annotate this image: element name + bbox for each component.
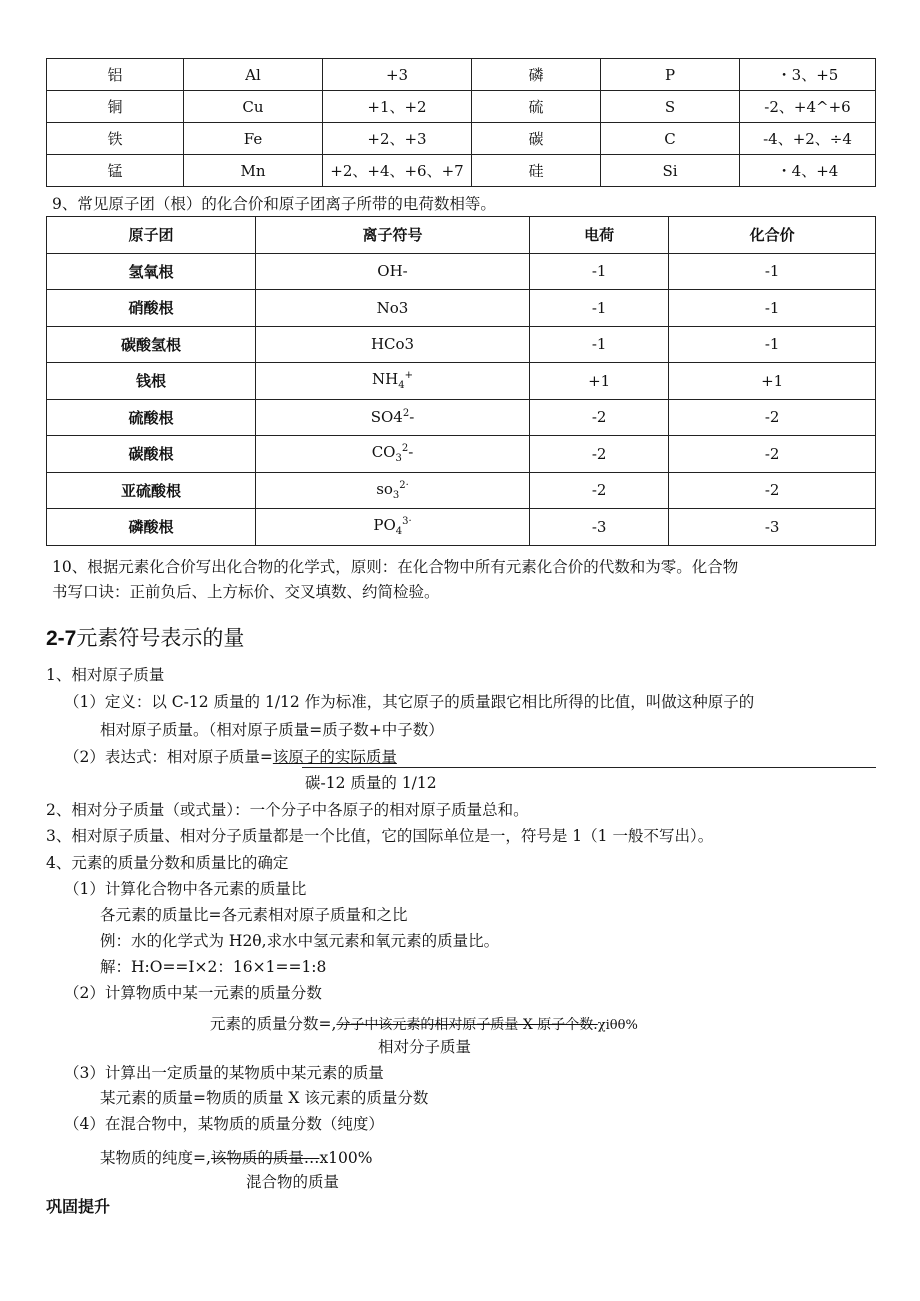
ion-symbol-part: CO [371,443,396,462]
ion-symbol-part: SO4 [370,408,403,427]
radical-row [47,363,876,400]
radical-valence: -1 [669,326,876,363]
element-cell: Fe [184,123,323,155]
purity-formula [100,1146,373,1168]
element-cell: +2、+3 [323,123,472,155]
element-cell: +3 [323,59,472,91]
radical-row [47,399,876,436]
ion-symbol-part: 2· [399,479,409,491]
radical-name: 硫酸根 [47,399,256,436]
radical-table-header [47,217,876,254]
element-cell: S [601,91,740,123]
ion-symbol [256,363,530,400]
radical-valence: -1 [669,290,876,327]
ion-symbol [256,399,530,436]
s1-definition-line-1: （1）定义：以 C-12 质量的 1/12 作为标准，其它原子的质量跟它相比所得的比值，叫做这种原子的 [64,693,755,711]
radical-name: 硝酸根 [47,290,256,327]
ion-symbol-part: so [376,479,393,498]
ion-symbol [256,509,530,546]
mass-fraction-formula [210,1012,638,1034]
element-cell: +2、+4、+6、+7 [323,155,472,187]
ion-symbol-part: 2 [402,408,410,420]
s4-1-example: 例：水的化学式为 H2θ,求水中氢元素和氧元素的质量比。 [100,932,500,950]
radical-table [46,216,876,546]
fraction-denominator: 碳-12 质量的 1/12 [305,774,437,792]
purity-multiplier: x100% [319,1149,373,1167]
item-10-line-1: 10、根据元素化合价写出化合物的化学式，原则：在化合物中所有元素化合价的代数和为零。化合物 [52,558,739,576]
radical-name: 磷酸根 [47,509,256,546]
radical-valence: -2 [669,436,876,473]
formula-numerator: 分子中该元素的相对原子质量 X 原子个数. [336,1017,598,1033]
element-cell: 铝 [47,59,184,91]
radical-row [47,509,876,546]
ion-symbol-part: 4 [398,380,405,392]
s4-1-formula: 各元素的质量比=各元素相对原子质量和之比 [100,906,408,924]
s1-expression-prefix: （2）表达式：相对原子质量= [64,748,273,766]
ion-symbol: No3 [256,290,530,327]
purity-numerator: 该物质的质量… [210,1149,320,1167]
radical-name: 钱根 [47,363,256,400]
radical-valence: +1 [669,363,876,400]
radical-name: 氢氧根 [47,253,256,290]
radical-row [47,253,876,290]
s4-1-solution: 解：H:O==I×2：16×1==1:8 [100,958,327,976]
element-cell: Al [184,59,323,91]
element-row [47,59,876,91]
s1-definition-line-2: 相对原子质量。（相对原子质量=质子数+中子数） [100,721,444,739]
radical-row [47,436,876,473]
s4-1-heading: （1）计算化合物中各元素的质量比 [64,880,307,898]
element-row [47,91,876,123]
header-cell: 离子符号 [256,217,530,254]
element-row [47,123,876,155]
s4-4-heading: （4）在混合物中，某物质的质量分数（纯度） [64,1115,384,1133]
radical-valence: -3 [669,509,876,546]
section-number: 2-7 [46,627,77,650]
element-cell: 硫 [472,91,601,123]
ion-symbol-part: 2 [401,443,409,455]
radical-name: 碳酸根 [47,436,256,473]
ion-symbol-part: - [408,443,414,462]
ion-symbol-part: 3 [392,489,400,501]
section-heading [46,622,244,652]
footer-heading: 巩固提升 [46,1197,111,1216]
element-cell: 磷 [472,59,601,91]
element-cell: P [601,59,740,91]
element-cell: +1、+2 [323,91,472,123]
item-9-text: 9、常见原子团（根）的化合价和原子团离子所带的电荷数相等。 [52,195,496,213]
radical-name: 亚硫酸根 [47,472,256,509]
element-cell: 硅 [472,155,601,187]
radical-charge: -2 [530,472,669,509]
element-cell: -2、+4^+6 [740,91,876,123]
radical-charge: -1 [530,290,669,327]
radical-row [47,290,876,327]
ion-symbol [256,436,530,473]
s4-3-heading: （3）计算出一定质量的某物质中某元素的质量 [64,1064,384,1082]
s1-expression [64,745,397,767]
ion-symbol-part: NH [372,370,399,389]
ion-symbol-part: + [404,370,413,382]
radical-charge: -1 [530,326,669,363]
radical-charge: +1 [530,363,669,400]
header-cell: 原子团 [47,217,256,254]
element-cell: 铁 [47,123,184,155]
purity-denominator: 混合物的质量 [246,1173,340,1191]
s4-3-formula: 某元素的质量=物质的质量 X 该元素的质量分数 [100,1089,429,1107]
formula-prefix: 元素的质量分数=, [210,1015,337,1033]
s4-heading: 4、元素的质量分数和质量比的确定 [46,854,289,872]
ion-symbol-part: PO [373,516,396,535]
fraction-numerator: 该原子的实际质量 [272,748,397,766]
s3-text: 3、相对原子质量、相对分子质量都是一个比值，它的国际单位是一，符号是 1（1 一般不写出）。 [46,827,714,845]
item-10-line-2: 书写口诀：正前负后、上方标价、交叉填数、约简检验。 [52,583,440,601]
formula-denominator: 相对分子质量 [378,1038,472,1056]
s4-2-heading: （2）计算物质中某一元素的质量分数 [64,984,322,1002]
radical-valence: -1 [669,253,876,290]
ion-symbol: OH- [256,253,530,290]
radical-charge: -3 [530,509,669,546]
radical-charge: -1 [530,253,669,290]
s1-heading: 1、相对原子质量 [46,666,165,684]
ion-symbol [256,472,530,509]
element-row [47,155,876,187]
radical-row [47,326,876,363]
ion-symbol-part: 4 [395,526,403,538]
element-cell: 铜 [47,91,184,123]
element-cell: 锰 [47,155,184,187]
element-cell: Mn [184,155,323,187]
element-cell: -4、+2、÷4 [740,123,876,155]
formula-multiplier: χiθθ% [597,1018,638,1033]
radical-valence: -2 [669,399,876,436]
radical-valence: -2 [669,472,876,509]
purity-prefix: 某物质的纯度=, [100,1149,211,1167]
section-title: 元素符号表示的量 [76,626,245,650]
ion-symbol-part: 3 [395,453,402,465]
element-cell: Si [601,155,740,187]
ion-symbol-part: 3· [402,516,412,528]
element-cell: Cu [184,91,323,123]
element-valence-table [46,58,876,187]
element-cell: 碳 [472,123,601,155]
radical-charge: -2 [530,399,669,436]
radical-charge: -2 [530,436,669,473]
element-cell: C [601,123,740,155]
fraction-bar [302,767,876,768]
header-cell: 化合价 [669,217,876,254]
radical-row [47,472,876,509]
ion-symbol-part: - [409,408,415,427]
element-cell: ・3、+5 [740,59,876,91]
ion-symbol: HCo3 [256,326,530,363]
s2-text: 2、相对分子质量（或式量）：一个分子中各原子的相对原子质量总和。 [46,801,529,819]
radical-name: 碳酸氢根 [47,326,256,363]
header-cell: 电荷 [530,217,669,254]
element-cell: ・4、+4 [740,155,876,187]
